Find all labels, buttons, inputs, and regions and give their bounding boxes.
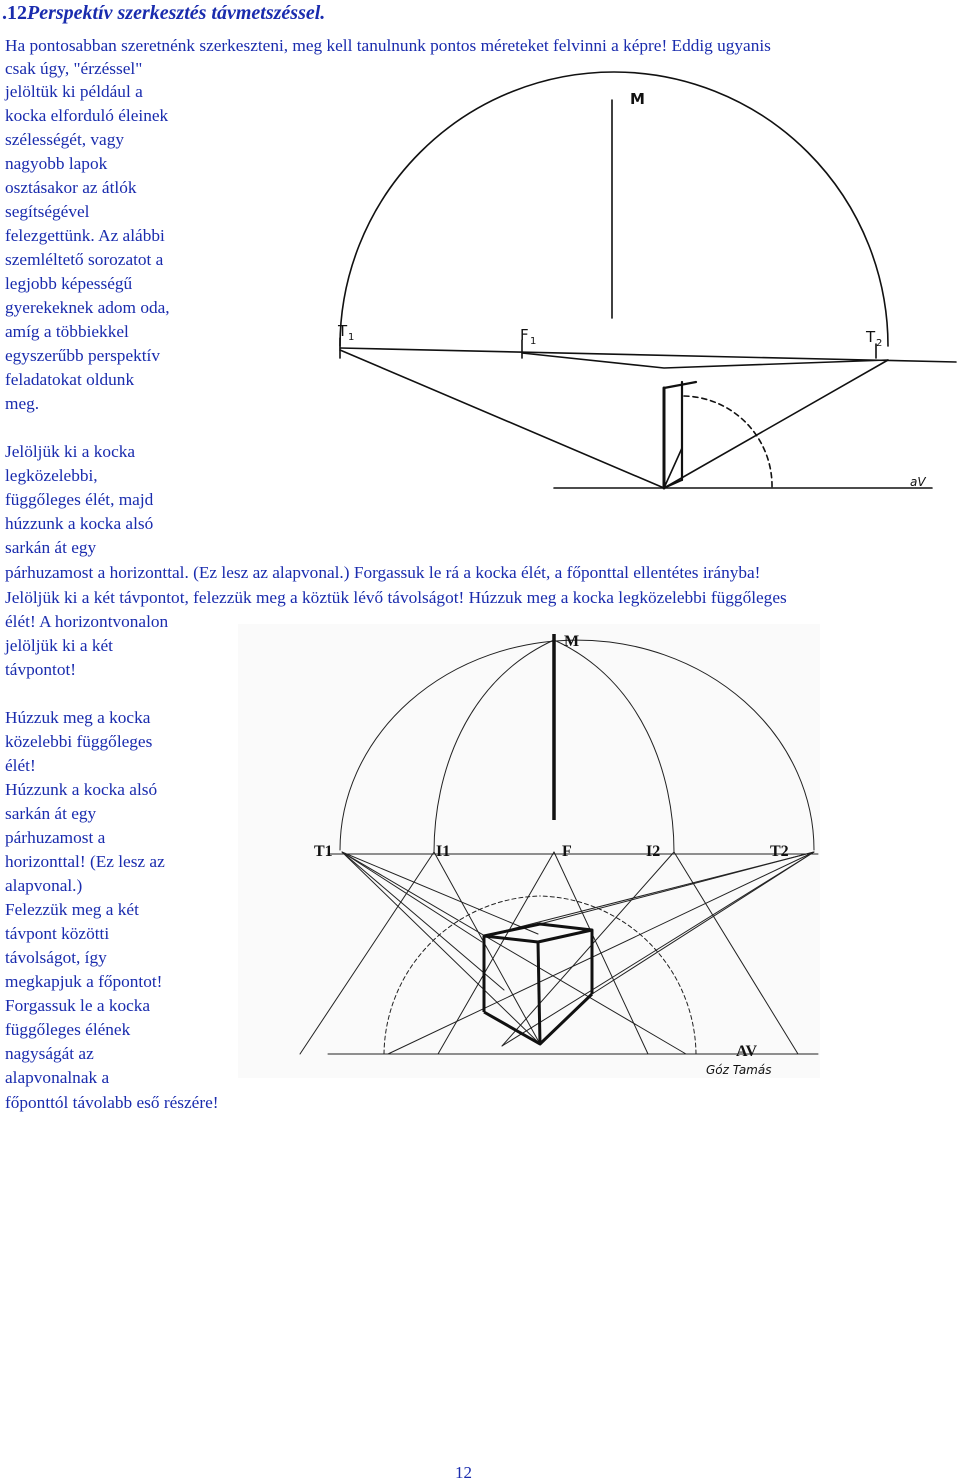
- text-line: párhuzamost a: [5, 828, 106, 847]
- text-line: alapvonal.): [5, 876, 83, 895]
- label-t2: T2: [770, 843, 789, 860]
- text-line: szemléltető sorozatot a: [5, 250, 164, 269]
- label-m: M: [564, 633, 580, 650]
- text-line: jelöljük ki a két: [5, 636, 113, 655]
- text-line: csak úgy, "érzéssel": [5, 59, 143, 78]
- semicircle-arc: [340, 72, 888, 346]
- author-signature: Góz Tamás: [706, 1063, 772, 1077]
- text-line: gyerekeknek adom oda,: [5, 298, 170, 317]
- text-line: távpont közötti: [5, 924, 110, 943]
- text-line: alapvonalnak a: [5, 1068, 110, 1087]
- page-number: 12: [455, 1463, 472, 1482]
- text-line: Húzzuk meg a kocka: [5, 708, 151, 727]
- text-line: legjobb képességű: [5, 274, 133, 293]
- text-line: feladatokat oldunk: [5, 370, 135, 389]
- label-t2: T: [866, 328, 876, 346]
- text-line: sarkán át egy: [5, 804, 97, 823]
- text-line: függőleges élének: [5, 1020, 131, 1039]
- text-line: felezgettünk. Az alábbi: [5, 226, 165, 245]
- text-line: kocka elforduló éleinek: [5, 106, 169, 125]
- label-f1: F: [520, 326, 529, 344]
- text-line: osztásakor az átlók: [5, 178, 137, 197]
- text-line: nagyságát az: [5, 1044, 94, 1063]
- text-line: Ha pontosabban szeretnénk szerkeszteni, meg kell tanulnunk pontos méreteket felvinni a képre! Eddig ugyanis: [5, 36, 771, 55]
- text-line: függőleges élét, majd: [5, 490, 154, 509]
- text-line: távpontot!: [5, 660, 77, 679]
- cube-edge-front: [538, 942, 540, 1044]
- text-line: élét!: [5, 756, 36, 775]
- construction-figure-2: [238, 624, 820, 1078]
- text-line: megkapjuk a főpontot!: [5, 972, 163, 991]
- label-i2: I2: [646, 843, 661, 860]
- label-t2-sub: 2: [876, 338, 883, 349]
- text-line: szélességét, vagy: [5, 130, 125, 149]
- text-line: távolságot, így: [5, 948, 107, 967]
- text-line: Jelöljük ki a kocka: [5, 442, 136, 461]
- text-line: Forgassuk le a kocka: [5, 996, 151, 1015]
- rotation-arc: [684, 396, 772, 488]
- text-line: főponttól távolabb eső részére!: [5, 1093, 219, 1112]
- text-line: horizonttal! (Ez lesz az: [5, 852, 165, 871]
- text-line: legközelebbi,: [5, 466, 98, 485]
- label-av: AV: [736, 1043, 758, 1060]
- label-m: M: [630, 90, 645, 108]
- vanishing-line-right: [522, 353, 888, 368]
- construction-figure-1: [336, 68, 958, 546]
- label-f: F: [562, 843, 572, 860]
- text-line: sarkán át egy: [5, 538, 97, 557]
- text-line: jelöltük ki például a: [5, 82, 143, 101]
- label-f1-sub: 1: [530, 336, 537, 347]
- text-line: élét! A horizontvonalon: [5, 612, 169, 631]
- label-t1-sub: 1: [348, 332, 355, 343]
- label-t1: T1: [314, 843, 333, 860]
- section-title: Perspektív szerkesztés távmetszéssel.: [27, 2, 326, 24]
- text-line: nagyobb lapok: [5, 154, 108, 173]
- label-t1: T: [338, 322, 348, 340]
- label-i1: I1: [436, 843, 451, 860]
- horizon-line: [340, 348, 956, 362]
- text-line: segítségével: [5, 202, 90, 221]
- text-line: Jelöljük ki a két távpontot, felezzük meg a köztük lévő távolságot! Húzzuk meg a kocka legközelebbi függőleges: [5, 588, 787, 607]
- vanishing-line-left: [340, 350, 664, 488]
- text-line: Felezzük meg a két: [5, 900, 139, 919]
- text-line: Húzzunk a kocka alsó: [5, 780, 158, 799]
- section-number: .12: [2, 2, 27, 24]
- text-line: párhuzamost a horizonttal. (Ez lesz az alapvonal.) Forgassuk le rá a kocka élét, a főponttal ellentétes irányba!: [5, 563, 761, 582]
- section-heading: [2, 0, 325, 26]
- text-line: amíg a többiekkel: [5, 322, 129, 341]
- text-line: húzzunk a kocka alsó: [5, 514, 154, 533]
- text-line: meg.: [5, 394, 40, 413]
- text-line: egyszerűbb perspektív: [5, 346, 160, 365]
- label-av: aV: [910, 475, 926, 489]
- text-line: közelebbi függőleges: [5, 732, 153, 751]
